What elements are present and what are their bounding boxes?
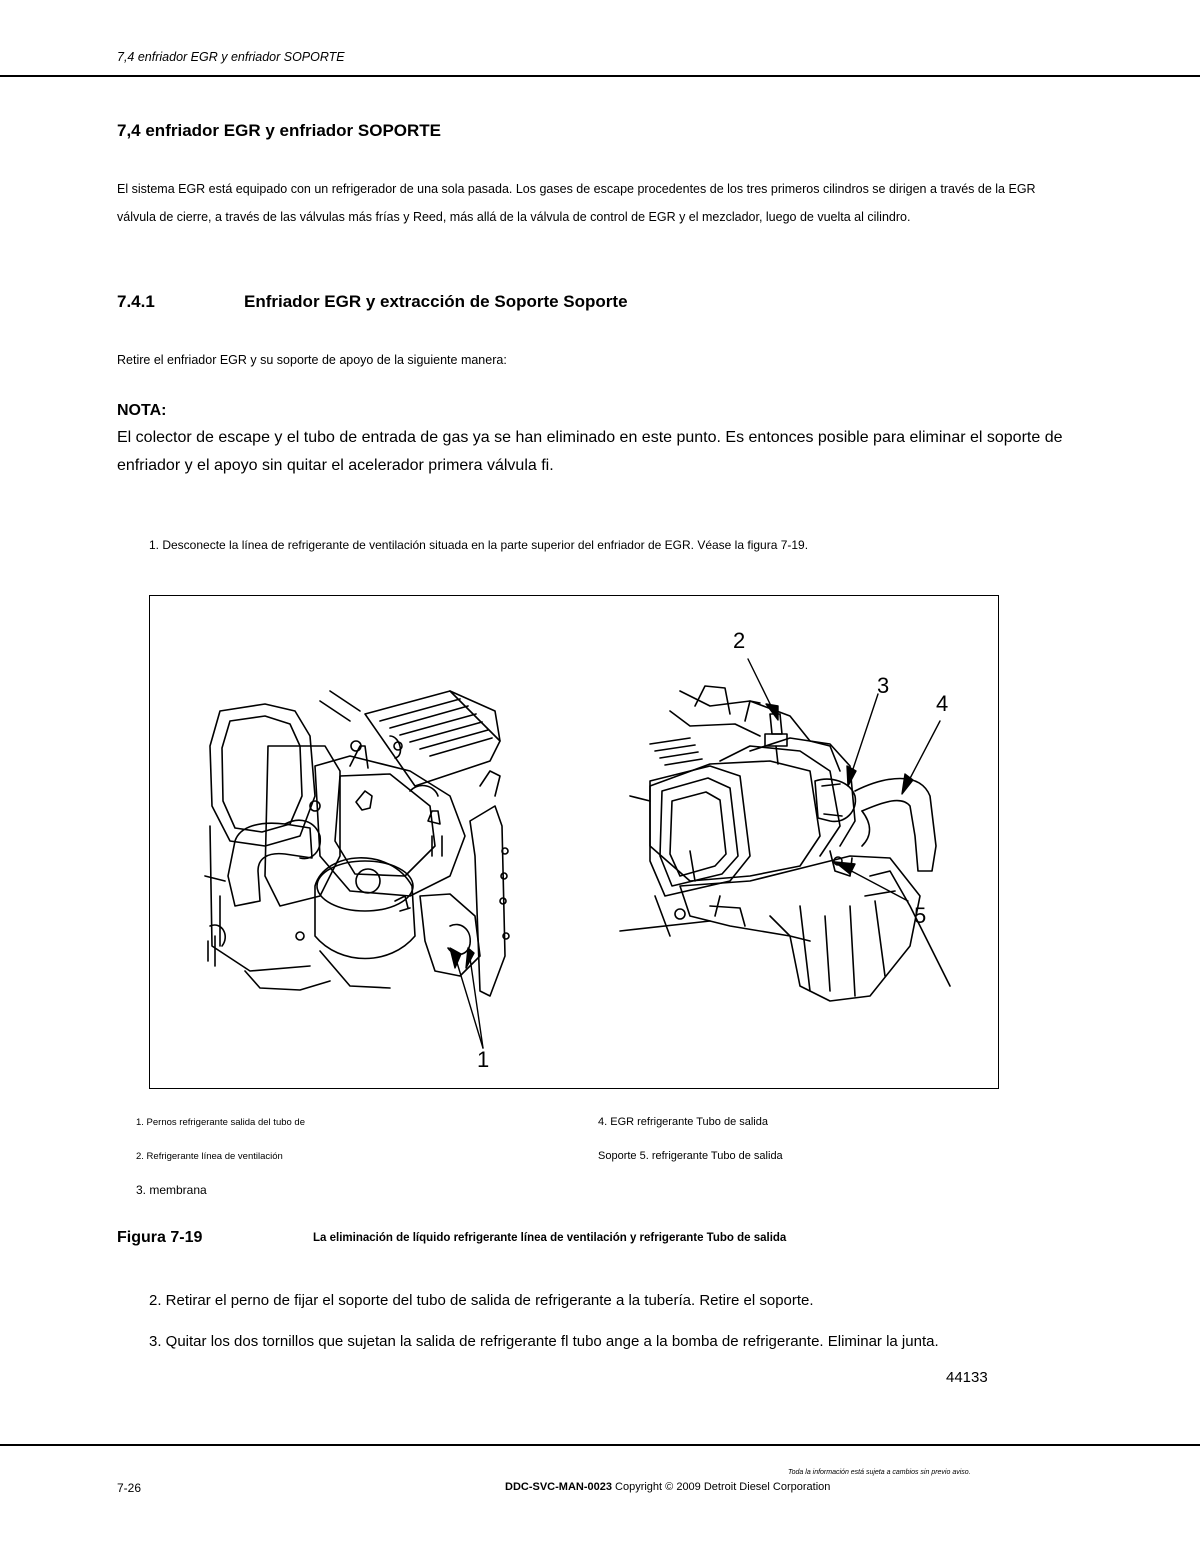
legend-item-1: 1. Pernos refrigerante salida del tubo de — [136, 1117, 305, 1128]
footer-disclaimer: Toda la información está sujeta a cambios sin previo aviso. — [788, 1469, 971, 1476]
page-number: 7-26 — [117, 1481, 142, 1495]
note-text: El colector de escape y el tubo de entrada de gas ya se han eliminado en este punto. Es entonces posible para eliminar el soporte de enfriador y el apoyo sin quitar el acelerador primera válvula fi. — [117, 429, 1063, 474]
figure-caption: La eliminación de líquido refrigerante línea de ventilación y refrigerante Tubo de salida — [313, 1232, 787, 1244]
engine-line-drawing — [150, 596, 1000, 1090]
step-2: 2. Retirar el perno de fijar el soporte del tubo de salida de refrigerante a la tubería. Retire el soporte. — [149, 1292, 814, 1309]
subsection-title: Enfriador EGR y extracción de Soporte Soporte — [244, 292, 628, 311]
subsection-intro: Retire el enfriador EGR y su soporte de apoyo de la siguiente manera: — [117, 353, 507, 367]
figure-id: 44133 — [946, 1369, 988, 1386]
section-title: 7,4 enfriador EGR y enfriador SOPORTE — [117, 121, 442, 140]
left-engine-view — [205, 691, 509, 996]
subsection-number: 7.4.1 — [117, 292, 155, 311]
callout-2: 2 — [733, 628, 746, 653]
running-header: 7,4 enfriador EGR y enfriador SOPORTE — [117, 50, 345, 64]
callout-4: 4 — [936, 691, 949, 716]
callout-5: 5 — [914, 903, 927, 928]
figure-label: Figura 7-19 — [117, 1229, 203, 1246]
footer-copyright — [505, 1481, 830, 1493]
callout-leaders — [450, 659, 940, 1048]
callout-1: 1 — [477, 1047, 490, 1072]
legend-item-3: 3. membrana — [136, 1183, 207, 1197]
step-3: 3. Quitar los dos tornillos que sujetan la salida de refrigerante fl tubo ange a la bomba de refrigerante. Eliminar la junta. — [149, 1333, 939, 1350]
legend-item-4: 4. EGR refrigerante Tubo de salida — [598, 1116, 768, 1128]
legend-item-2: 2. Refrigerante línea de ventilación — [136, 1151, 283, 1162]
legend-item-5: Soporte 5. refrigerante Tubo de salida — [598, 1150, 783, 1162]
header-rule — [0, 75, 1200, 77]
step-1: 1. Desconecte la línea de refrigerante de ventilación situada en la parte superior del enfriador de EGR. Véase la figura 7-19. — [149, 538, 809, 552]
right-engine-view — [620, 686, 950, 1001]
section-intro-paragraph: El sistema EGR está equipado con un refrigerador de una sola pasada. Los gases de escape procedentes de los tres primeros cilindros se dirigen a través de la EGR válvula de cierre, a través de las válvulas más frías y Reed, más allá de la válvula de control de EGR y el mezclador, luego de vuelta al cilindro. — [117, 182, 1036, 224]
callout-3: 3 — [877, 673, 890, 698]
document-id: DDC-SVC-MAN-0023 — [505, 1481, 612, 1493]
note-label: NOTA: — [117, 402, 167, 419]
footer-rule — [0, 1444, 1200, 1446]
copyright-text: Copyright © 2009 Detroit Diesel Corporation — [611, 1481, 831, 1493]
